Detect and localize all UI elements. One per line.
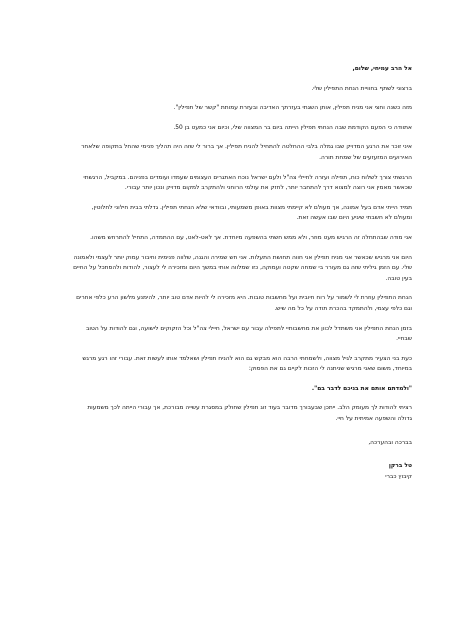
- letter-paragraph-10: בזמן הנחת התפילין אני משתדל לכוון את מחשבותיי לתפילה עבור עם ישראל, חיילי צה"ל וכל הזקוקים לישועה, וגם להודות על הטוב שבחיי.: [86, 325, 412, 343]
- letter-greeting: אל הרב עמיחי, שלום,: [352, 66, 412, 72]
- letter-paragraph-4: איני זוכר את הרגע המדויק שבו גמלה בלבי ההחלטה להתחיל להניח תפילין. אך ברור לי שזה היה תהליך פנימי שהחל בתקופה שלאחר האירועים המזעזעים של שמחת תורה.: [81, 144, 412, 161]
- letter-paragraph-5: הרגשתי צורך לשלוח כוח, תפילה ועזרה לחיילי צה"ל ולעם ישראל נוכח האתגרים העצומים שעמדו ועומדים בפניהם. במקביל, הרגשתי שכאשר מאמין אני רוצה למצוא דרך להתחבר יותר, לחזק את עולמי הרוחני ולהתקרב למקום מדויק ונכון יותר עבורי.: [83, 174, 412, 192]
- signature-place: קיבוץ כברי: [385, 473, 412, 480]
- letter-paragraph-7: אני מודה שבהתחלה זה הרגיש מעט מוזר, ולא ממש חשתי בהשפעה מיוחדת. אך לאט-לאט, עם ההתמדה, התחיל להתרחש משהו.: [90, 234, 412, 241]
- letter-paragraph-2: מזה כשנה וחצי אני מניח תפילין, אותן השגתי בעזרתך האדיבה ובעזרת עמותת "קשר של תפילין".: [173, 105, 412, 112]
- letter-paragraph-11: כעת בני הצעיר מתקרב לגיל מצווה, ולשמחתי הרבה הוא מבקש גם הוא להניח תפילין ושאלמד אותו לעשות זאת. עבורי זהו רגע מרגש במיוחד, משום שאני מרגיש שניתנה לי הזכות לקיים גם את הפסוק:: [82, 355, 412, 373]
- letter-quote: "ולמדתם אותם את בניכם לדבר בם".: [311, 385, 412, 392]
- signature-name: טל ברקן: [388, 463, 412, 470]
- letter-body: [72, 64, 412, 482]
- letter-paragraph-1: ברצוני לשתף בחוויית הנחת התפילין שלי.: [311, 85, 412, 92]
- letter-paragraph-12: רציתי להודות לך מעומק הלב. ייתכן שבעבורך מדובר בעוד זוג תפילין שחולק במסגרת עשייה מבורכת, אך עבורי הייתה לכך משמעות גדולה והשפעה אמיתית על חיי.: [87, 405, 412, 423]
- letter-paragraph-3: אתוודה כי הפעם הקודמת שבה הנחתי תפילין הייתה ביום בר המצווה שלי, וכיום אני כמעט בן 50.: [173, 124, 412, 131]
- letter-paragraph-6: תמיד הייתי אדם בעל אמונה, אך מעולם לא קיימתי מצוות באופן משמעותי, ובוודאי שלא הנחתי תפילין. גדלתי בבית חילוני לחלוטין, ומעולם לא חשבתי שיגיע היום שבו אעשה זאת.: [91, 204, 412, 222]
- letter-paragraph-8: היום אני מרגיש שכאשר אני מניח תפילין אני חווה תחושת התעלות. אני חש שמירה והגנה, שלווה פנימית וחיבור עמוק יותר לעצמי ולאמונה שלי. עם הזמן גיליתי שזה גם מעורר בי שמחה שקטה ועמוקה, כזו שמלווה אותי במשך היום ומזכירה לי לעצור, להודות ולהסתכל על החיים בעין טובה.: [73, 254, 412, 282]
- letter-paragraph-9: הנחת התפילין עוזרת לי לשמור על רוח חיובית ועל מחשבות טובות. היא מזכירה לי להיות אדם טוב יותר, להימנע מלשון הרע כלפי אחרים וגם כלפי עצמי, ולהתמקד בהכרת תודה על כל מה שיש.: [76, 295, 412, 312]
- letter-closing: בברכה ובהערכה,: [368, 439, 412, 446]
